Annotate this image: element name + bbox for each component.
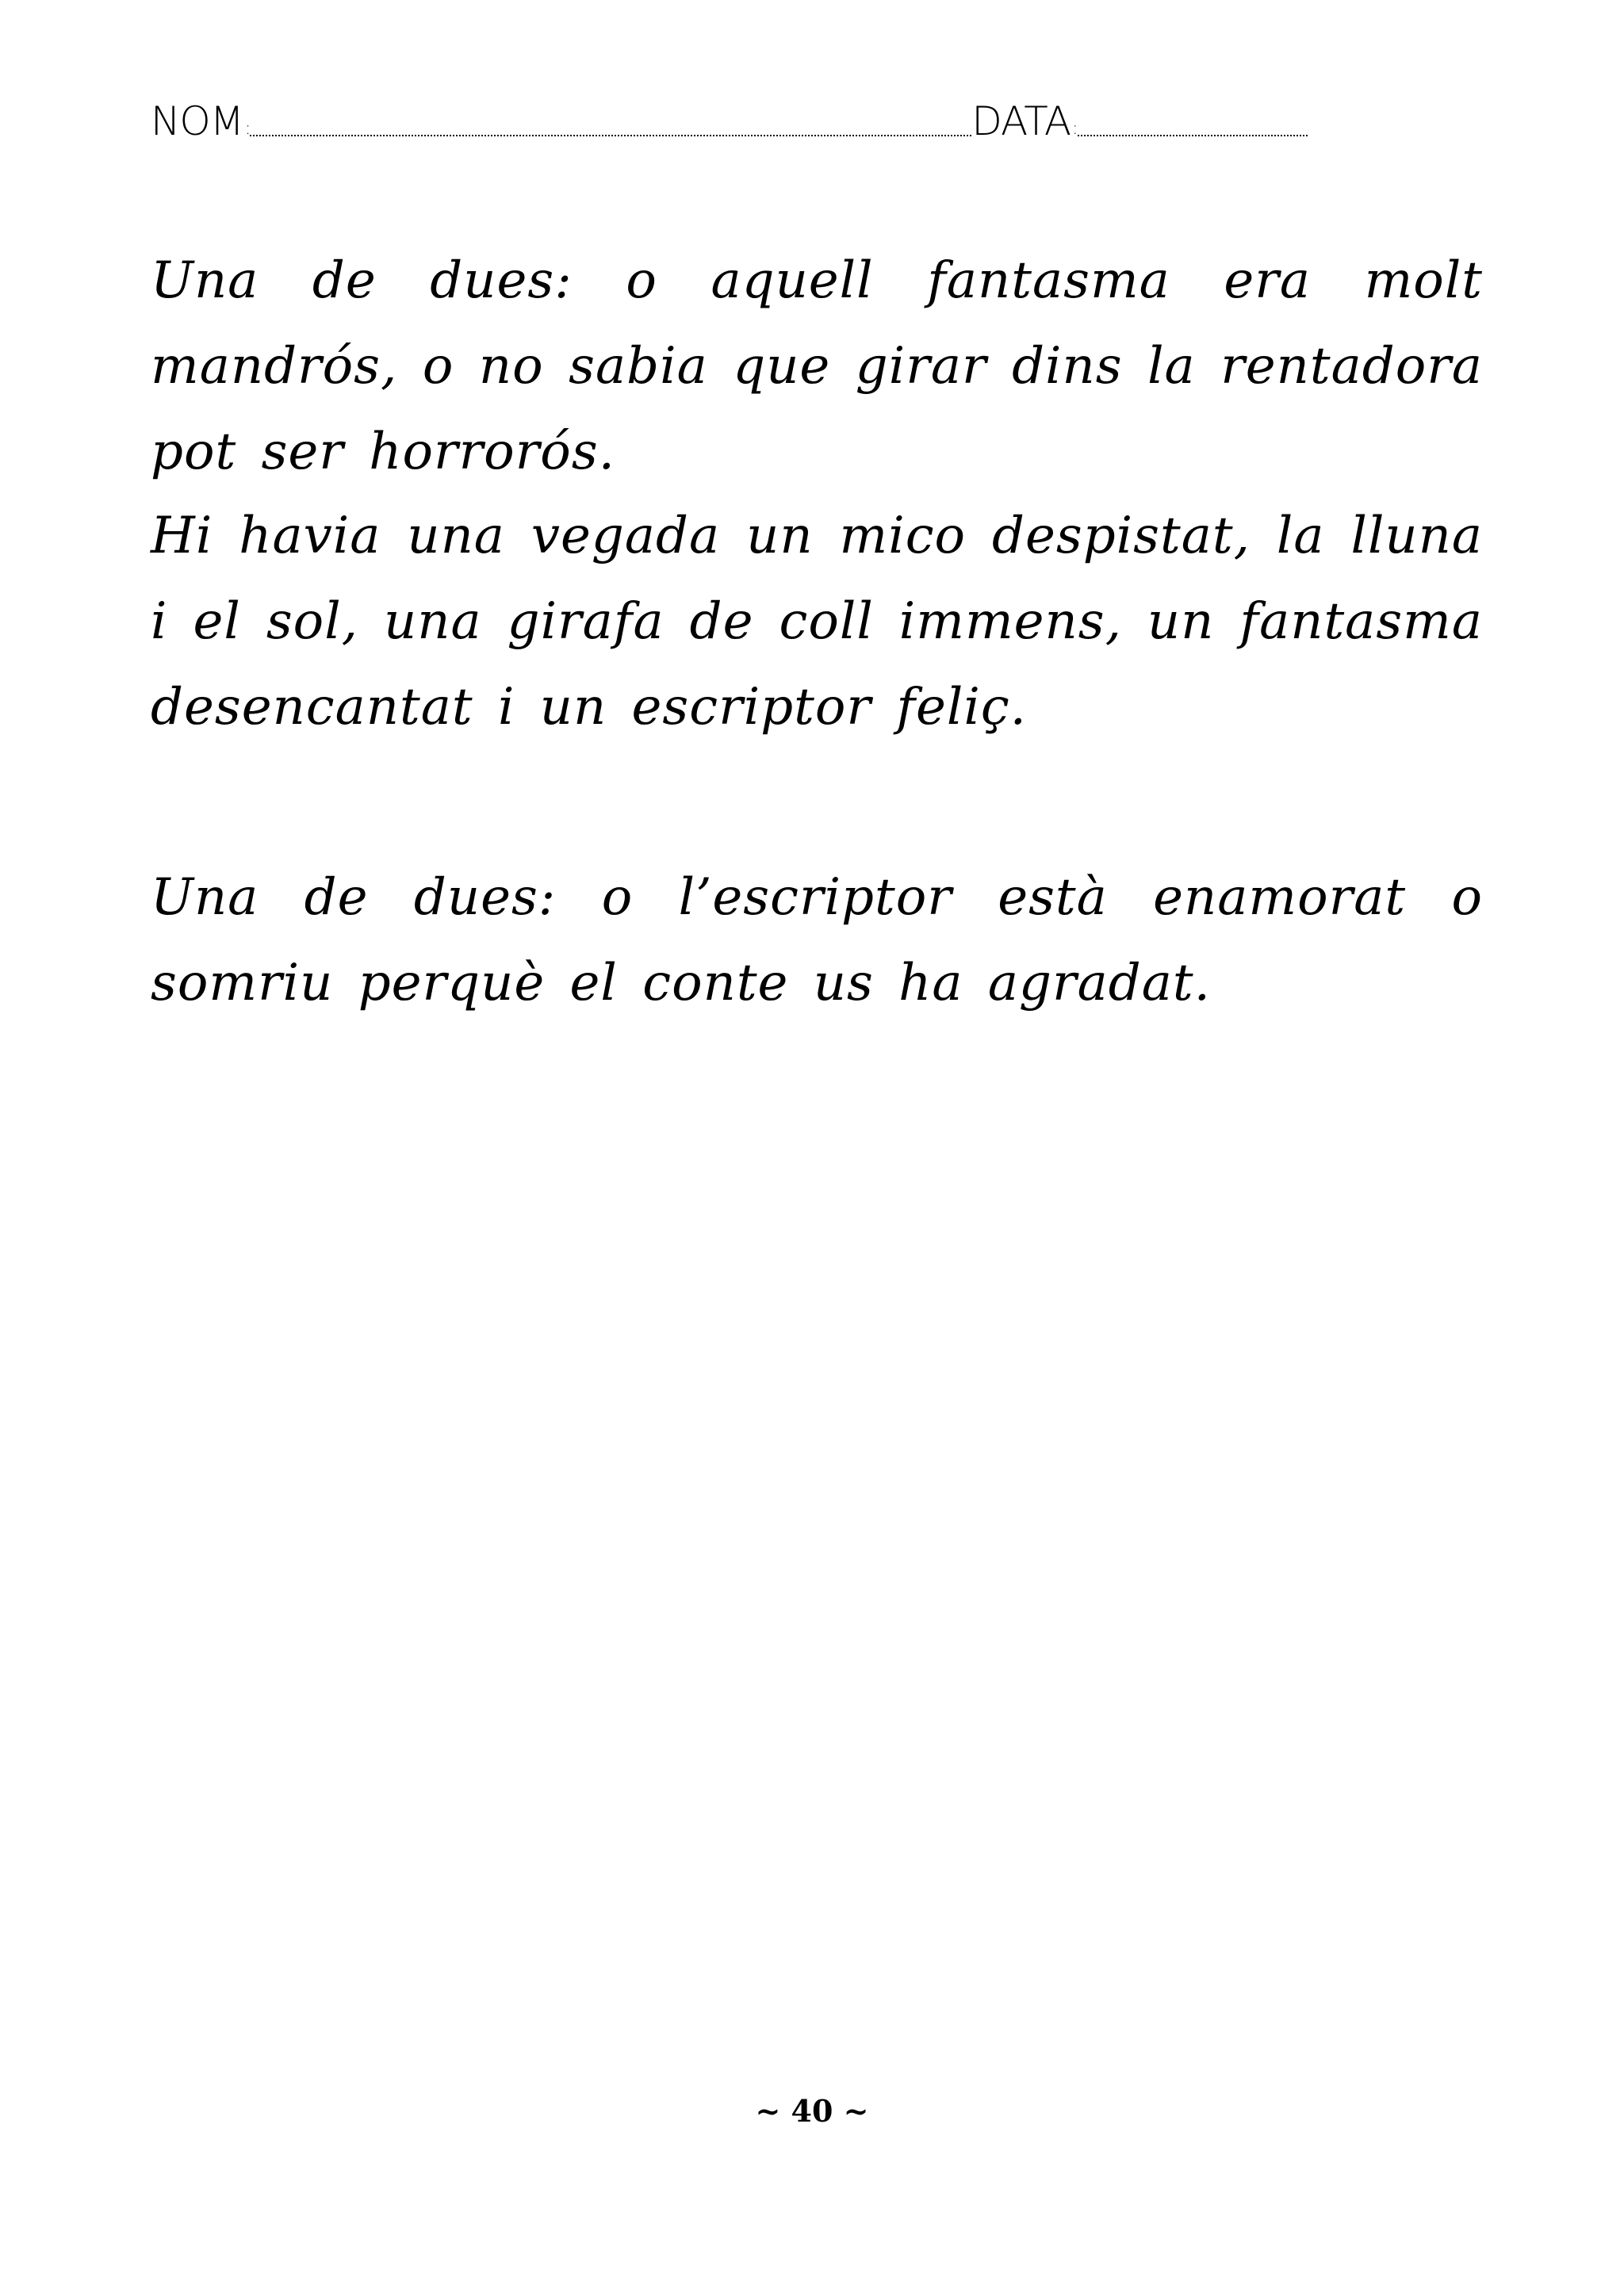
paragraph-3: Una de dues: o l’escriptor està enamorat o somriu perquè el conte us ha agradat. — [151, 868, 1483, 1012]
header-fields — [151, 94, 1324, 144]
name-separator: : — [244, 119, 251, 139]
date-separator: : — [1072, 119, 1078, 139]
paragraph-2: Hi havia una vegada un mico despistat, la lluna i el sol, una girafa de coll immens, un fantasma desencantat i un escriptor feliç. — [151, 507, 1483, 737]
page-number: ~ 40 ~ — [755, 2093, 869, 2129]
name-label: NOM — [151, 98, 243, 144]
date-dotted-line — [1078, 135, 1308, 136]
name-dotted-line — [250, 135, 971, 136]
date-label: DATA — [971, 98, 1071, 144]
paragraph-1: Una de dues: o aquell fantasma era molt mandrós, o no sabia que girar dins la rentadora pot ser horrorós. — [151, 251, 1483, 481]
